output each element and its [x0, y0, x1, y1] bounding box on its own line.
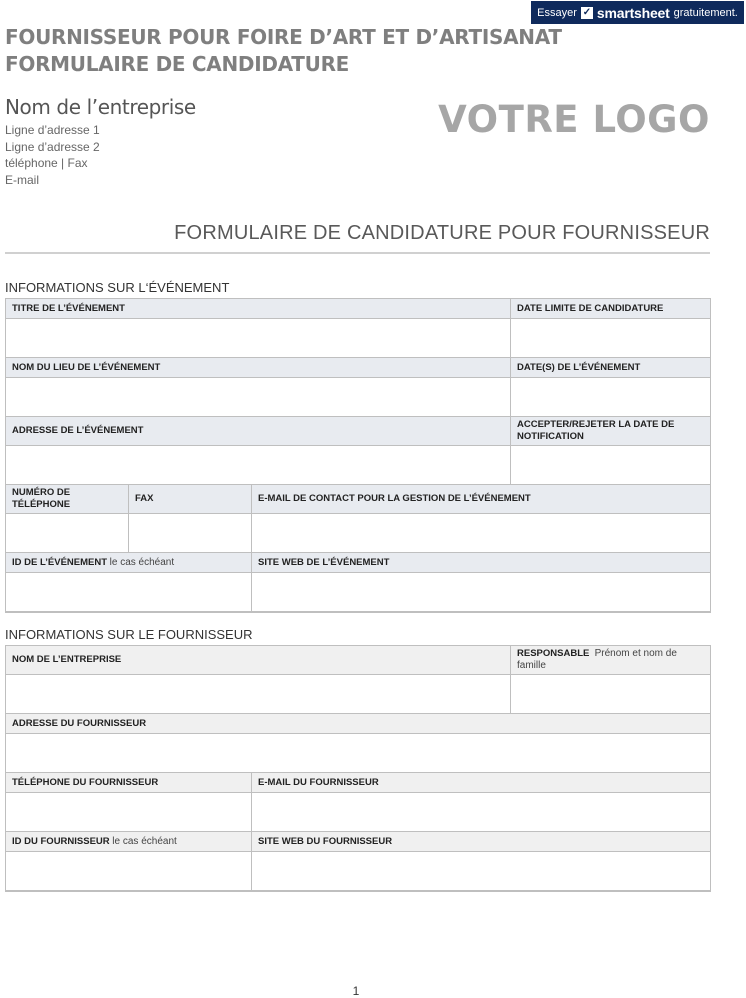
vendor-address-field[interactable]	[6, 734, 711, 773]
event-address-label: ADRESSE DE L’ÉVÉNEMENT	[6, 417, 511, 446]
manager-note: Prénom et nom de famille	[517, 648, 677, 671]
deadline-label: DATE LIMITE DE CANDIDATURE	[511, 299, 711, 319]
venue-name-field[interactable]	[6, 378, 511, 417]
contact-email-label: E-MAIL DE CONTACT POUR LA GESTION DE L’ÉVÉNEMENT	[252, 485, 711, 514]
deadline-field[interactable]	[511, 319, 711, 358]
company-address-block	[5, 122, 100, 188]
logo-placeholder: VOTRE LOGO	[438, 98, 710, 141]
event-address-field[interactable]	[6, 446, 511, 485]
vendor-phone-label: TÉLÉPHONE DU FOURNISSEUR	[6, 773, 252, 793]
event-dates-field[interactable]	[511, 378, 711, 417]
phone-fax: téléphone | Fax	[5, 156, 88, 170]
title-line-2: FORMULAIRE DE CANDIDATURE	[5, 52, 350, 76]
vendor-id-field[interactable]	[6, 852, 252, 891]
checkmark-icon: ✓	[582, 6, 592, 18]
event-id-label-text: ID DE L’ÉVÉNEMENT	[12, 556, 108, 568]
fax-field[interactable]	[129, 514, 252, 553]
event-info-table	[5, 298, 711, 613]
vendor-section-label: INFORMATIONS SUR LE FOURNISSEUR	[5, 627, 253, 642]
vendor-website-label: SITE WEB DU FOURNISSEUR	[252, 832, 711, 852]
event-title-field[interactable]	[6, 319, 511, 358]
manager-label	[511, 646, 711, 675]
vendor-company-field[interactable]	[6, 675, 511, 714]
email-line: E-mail	[5, 172, 40, 187]
vendor-website-field[interactable]	[252, 852, 711, 891]
event-id-field[interactable]	[6, 573, 252, 612]
contact-email-field[interactable]	[252, 514, 711, 553]
venue-name-label: NOM DU LIEU DE L’ÉVÉNEMENT	[6, 358, 511, 378]
vendor-company-label: NOM DE L’ENTREPRISE	[6, 646, 511, 675]
event-website-field[interactable]	[252, 573, 711, 612]
event-section-label: INFORMATIONS SUR L‘ÉVÉNEMENT	[5, 280, 230, 295]
event-id-label	[6, 553, 252, 573]
vendor-phone-field[interactable]	[6, 793, 252, 832]
vendor-id-note: le cas échéant	[112, 835, 177, 847]
fax-label: FAX	[129, 485, 252, 514]
form-title: FORMULAIRE DE CANDIDATURE POUR FOURNISSEUR	[174, 222, 710, 244]
divider	[5, 252, 710, 254]
vendor-email-label: E-MAIL DU FOURNISSEUR	[252, 773, 711, 793]
title-line-1: FOURNISSEUR POUR FOIRE D’ART ET D’ARTISANAT	[5, 25, 562, 49]
vendor-id-label	[6, 832, 252, 852]
address-line-2: Ligne d’adresse 2	[5, 139, 100, 154]
smartsheet-ad-banner[interactable]	[531, 1, 744, 24]
phone-label: NUMÉRO DE TÉLÉPHONE	[6, 485, 129, 514]
notification-label: ACCEPTER/REJETER LA DATE DE NOTIFICATION	[511, 417, 711, 446]
event-website-label: SITE WEB DE L’ÉVÉNEMENT	[252, 553, 711, 573]
vendor-address-label: ADRESSE DU FOURNISSEUR	[6, 714, 711, 734]
page-number: 1	[352, 984, 360, 998]
event-id-note: le cas échéant	[109, 556, 175, 568]
company-name: Nom de l’entreprise	[5, 95, 196, 119]
vendor-id-label-text: ID DU FOURNISSEUR	[12, 835, 110, 847]
vendor-info-table	[5, 645, 711, 892]
ad-post-text: gratuitement.	[673, 6, 738, 19]
phone-field[interactable]	[6, 514, 129, 553]
event-dates-label: DATE(S) DE L’ÉVÉNEMENT	[511, 358, 711, 378]
document-title	[5, 24, 565, 78]
ad-pre-text: Essayer	[537, 6, 577, 19]
vendor-email-field[interactable]	[252, 793, 711, 832]
notification-field[interactable]	[511, 446, 711, 485]
ad-brand: smartsheet	[596, 4, 670, 21]
address-line-1: Ligne d’adresse 1	[5, 123, 100, 137]
event-title-label: TITRE DE L’ÉVÉNEMENT	[6, 299, 511, 319]
manager-label-text: RESPONSABLE	[517, 648, 590, 659]
manager-field[interactable]	[511, 675, 711, 714]
